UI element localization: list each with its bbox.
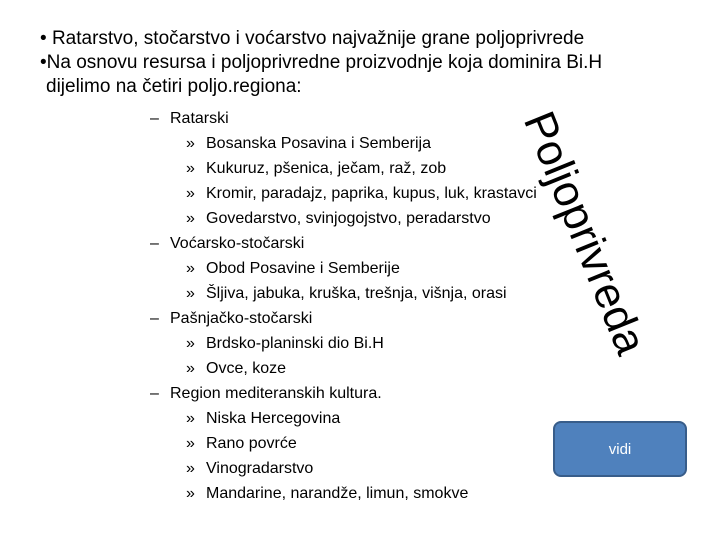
chevron-marker: » (186, 135, 195, 152)
chevron-marker: » (186, 160, 195, 177)
region-item-text: Vinogradarstvo (206, 460, 314, 477)
intro-line-2: Na osnovu resursa i poljoprivredne proizvodnje koja dominira Bi.H (46, 52, 603, 73)
chevron-marker: » (186, 185, 195, 202)
chevron-marker: » (186, 435, 195, 452)
region-item-text: Govedarstvo, svinjogojstvo, peradarstvo (206, 210, 491, 227)
region-item (150, 356, 630, 381)
vidi-button[interactable]: vidi (553, 421, 687, 477)
region-item-text: Obod Posavine i Semberije (206, 260, 400, 277)
intro-bullet-1 (40, 27, 680, 51)
region-heading (150, 381, 630, 406)
chevron-marker: » (186, 460, 195, 477)
bullet-marker: • (40, 52, 47, 73)
region-item (150, 481, 630, 506)
dash-marker: – (150, 110, 159, 127)
intro-bullet-2 (40, 51, 680, 75)
intro-line-1: Ratarstvo, stočarstvo i voćarstvo najvažnije grane poljoprivrede (51, 28, 585, 49)
region-heading (150, 306, 630, 331)
chevron-marker: » (186, 210, 195, 227)
region-item-text: Kromir, paradajz, paprika, kupus, luk, krastavci (206, 185, 537, 202)
region-item-text: Šljiva, jabuka, kruška, trešnja, višnja, orasi (206, 285, 507, 302)
region-item-text: Bosanska Posavina i Semberija (206, 135, 432, 152)
intro-line-3: dijelimo na četiri poljo.regiona: (46, 76, 302, 97)
region-name: Voćarsko-stočarski (170, 235, 305, 252)
region-item (150, 281, 630, 306)
region-item-text: Mandarine, narandže, limun, smokve (206, 485, 469, 502)
vertical-title: Poljoprivreda (513, 104, 656, 362)
region-item-text: Niska Hercegovina (206, 410, 341, 427)
region-item (150, 256, 630, 281)
region-item-text: Rano povrće (206, 435, 297, 452)
chevron-marker: » (186, 285, 195, 302)
region-name: Ratarski (170, 110, 229, 127)
dash-marker: – (150, 310, 159, 327)
chevron-marker: » (186, 485, 195, 502)
intro-text (40, 27, 680, 99)
region-item (150, 331, 630, 356)
region-item-text: Brdsko-planinski dio Bi.H (206, 335, 384, 352)
dash-marker: – (150, 385, 159, 402)
chevron-marker: » (186, 410, 195, 427)
region-item-text: Ovce, koze (206, 360, 287, 377)
chevron-marker: » (186, 260, 195, 277)
region-name: Region mediteranskih kultura. (170, 385, 382, 402)
region-item-text: Kukuruz, pšenica, ječam, raž, zob (206, 160, 447, 177)
bullet-marker: • (40, 28, 47, 49)
chevron-marker: » (186, 360, 195, 377)
chevron-marker: » (186, 335, 195, 352)
dash-marker: – (150, 235, 159, 252)
region-name: Pašnjačko-stočarski (170, 310, 313, 327)
